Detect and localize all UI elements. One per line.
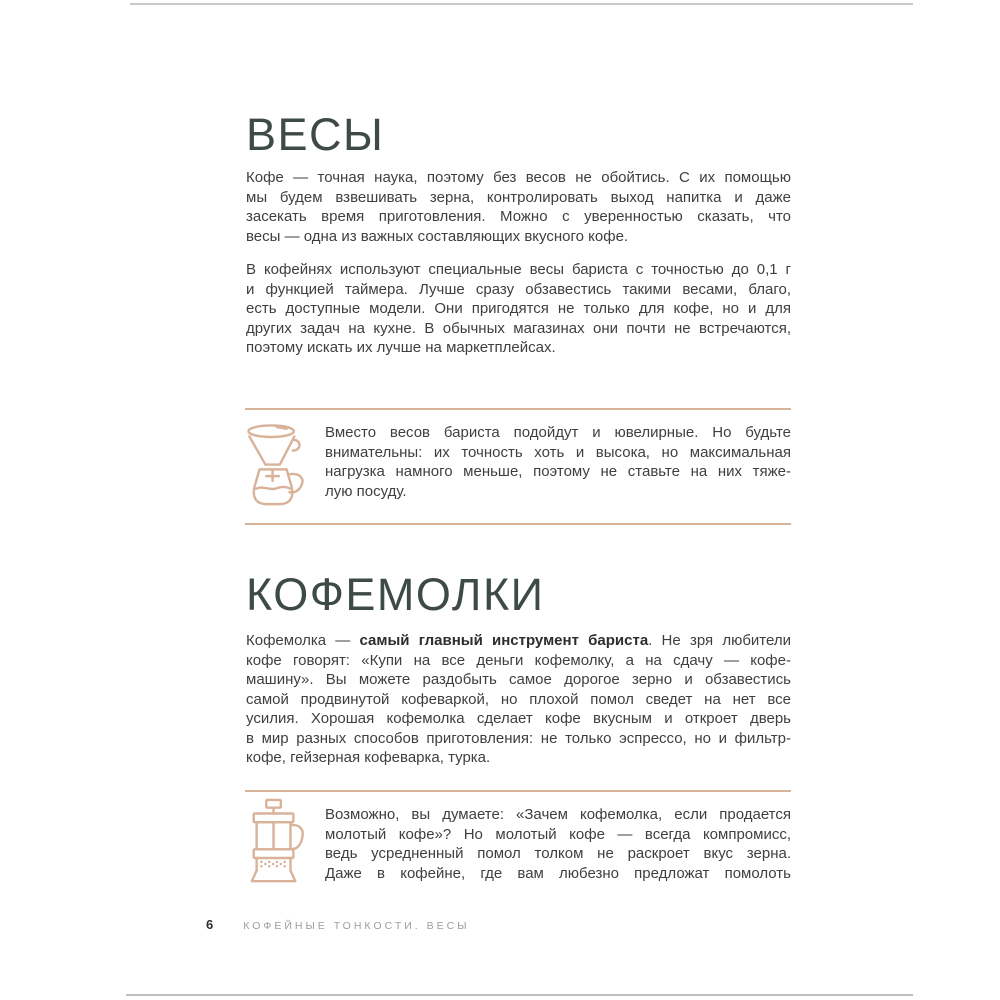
running-title: КОФЕЙНЫЕ ТОНКОСТИ. ВЕСЫ [243,920,470,932]
page-top-edge [130,3,913,5]
page-footer [206,916,470,934]
text-line: нагрузка намного меньше, поэтому не ставьте на них тяже- [325,463,791,480]
text-line: других задач на кухне. В обычных магазинах они почти не встречаются, [246,319,791,337]
text-line: ведь усредненный помол толком не раскроет вкус зерна. [325,845,791,862]
paragraph-scales-2 [246,260,791,358]
text-segment: . Не зря любители [648,632,791,649]
text-line: есть доступные модели. Они пригодятся не только для кофе, но и для [246,300,791,317]
text-line: весы — одна из важных составляющих вкусного кофе. [246,227,629,245]
text-segment: Кофемолка — [246,632,360,649]
paragraph-scales-1 [246,168,791,246]
callout-text-scales [325,423,791,501]
text-line: внимательны: их точность хоть и высока, но максимальная [325,443,791,461]
text-line: засекать время приготовления. Можно с уверенностью сказать, что [246,208,791,225]
text-line: лую посуду. [325,482,407,500]
french-press-icon [245,798,305,887]
text-line: усилия. Хорошая кофемолка сделает кофе вкусным и откроет дверь [246,710,791,727]
paragraph-grinders-rest [246,651,791,768]
tip-callout-scales [245,408,791,525]
text-line: В кофейнях используют специальные весы бариста с точностью до 0,1 г [246,261,791,278]
section-title-scales: ВЕСЫ [246,109,385,160]
text-line: машину». Вы можете раздобыть самое дорогое зерно и обзавестись [246,671,791,688]
text-line: мы будем взвешивать зерна, контролировать выход напитка и даже [246,188,791,206]
text-line: и функцией таймера. Лучше сразу обзавестись такими весами, благо, [246,280,791,298]
text-line: кофе, гейзерная кофеварка, турка. [246,749,491,766]
callout-text-grinders [325,805,791,883]
text-line: Даже в кофейне, где вам любезно предложат помолоть [325,864,791,882]
text-line: Вместо весов бариста подойдут и ювелирные. Но будьте [325,424,791,441]
text-line: самой продвинутой кофеваркой, но плохой помол сведет на нет все [246,690,791,708]
page-number: 6 [206,917,214,932]
text-line: молотый кофе»? Но молотый кофе — всегда компромисс, [325,825,791,843]
text-line: поэтому искать их лучше на маркетплейсах. [246,339,556,356]
bold-phrase: самый главный инструмент бариста [359,632,649,649]
page-bottom-edge [126,994,913,996]
text-line: Возможно, вы думаете: «Зачем кофемолка, если продается [325,806,791,823]
text-line [246,631,791,651]
text-line: кофе говорят: «Купи на все деньги кофемолку, а на сдачу — кофе- [246,651,791,669]
paragraph-grinders [246,631,791,768]
section-title-grinders: КОФЕМОЛКИ [246,569,545,620]
text-line: Кофе — точная наука, поэтому без весов не обойтись. С их помощью [246,169,791,186]
pour-over-dripper-icon [245,423,305,508]
tip-callout-grinders [245,790,791,902]
text-line: в мир разных способов приготовления: не только эспрессо, но и фильтр- [246,729,791,747]
